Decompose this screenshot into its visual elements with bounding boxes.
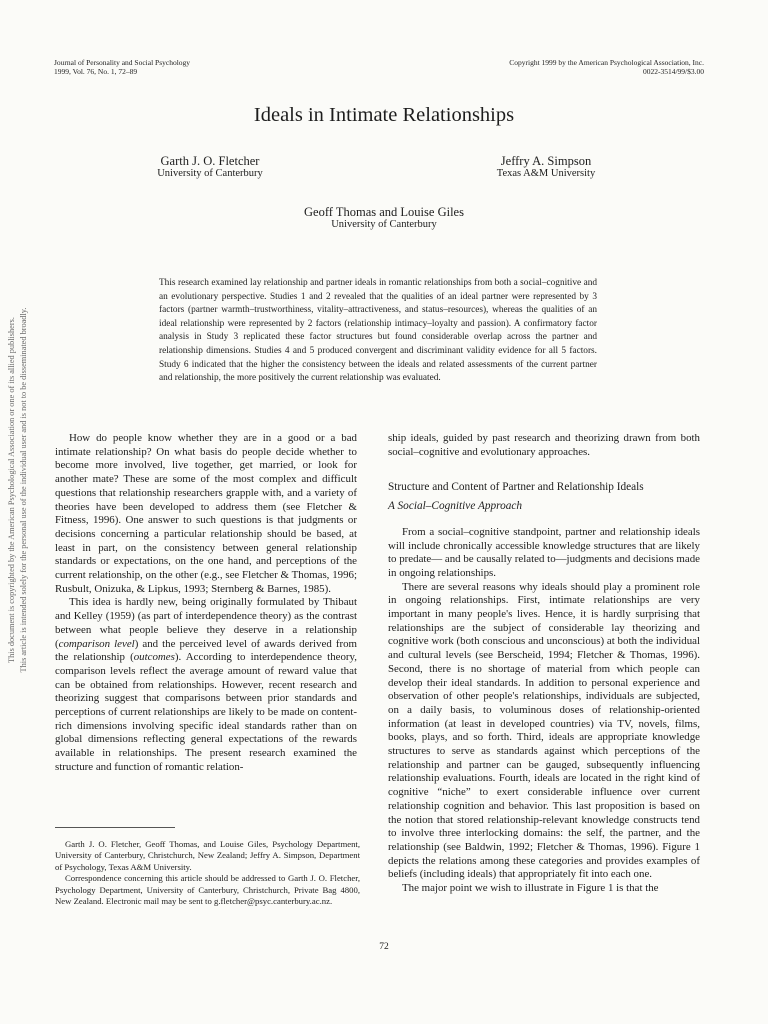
author-affiliation: Texas A&M University bbox=[496, 168, 596, 179]
term-outcomes: outcomes bbox=[133, 651, 175, 664]
text-run: ) and the perceived level of awards derived from the relationship ( bbox=[55, 637, 358, 664]
author-block-3 bbox=[234, 205, 534, 231]
journal-volume: 1999, Vol. 76, No. 1, 72–89 bbox=[54, 67, 138, 76]
body-paragraph: How do people know whether they are in a good or a bad intimate relationship? On what basis do people decide whether to become more involved, live together, get married, or look for another mate? These are some of the most complex and difficult questions that relationship researchers grapple with, and a variety of theories have been developed to address them (see Fletcher & Fitness, 1996). One answer to such questions is that judgments or decisions concerning a particular relationship should be based, at least in part, on the consistency between general relationship standards or expectations, on the one hand, and perceptions of the current relationship, on the other (e.g., see Fletcher & Thomas, 1996; Rusbult, Onizuka, & Lipkus, 1993; Sternberg & Barnes, 1985). bbox=[55, 432, 357, 595]
author-name: Geoff Thomas and Louise Giles bbox=[304, 205, 464, 219]
article-code: 0022-3514/99/$3.00 bbox=[642, 67, 704, 76]
copyright-margin-notice bbox=[6, 270, 32, 710]
author-block-2 bbox=[472, 154, 620, 180]
text-run: ). According to interdependence theory, comparison levels reflect the average amount of reward value that can be obtained from relationships. However, recent research and theorizing suggest that comparisons between prior standards and perceptions of current relationships are likely to be made on content-rich dimensions involving specific ideal standards rather than on global dimensions reflecting general expectations of the rewards available in relationships. The present research examined the structure and function of romantic relation- bbox=[55, 651, 358, 773]
abstract: This research examined lay relationship and partner ideals in romantic relationships from both a social–cognitive and an evolutionary perspective. Studies 1 and 2 revealed that the qualities of an ideal partner were represented by 3 factors (partner warmth–trustworthiness, vitality–attractiveness, and status–resources), whereas the qualities of an ideal relationship were represented by 2 factors (relationship intimacy–loyalty and passion). A confirmatory factor analysis in Study 3 replicated these factor structures but found considerable overlap across the partner and relationship dimensions. Studies 4 and 5 produced convergent and discriminant validity evidence for all 5 factors. Study 6 indicated that the higher the consistency between the ideals and related assessments of the current partner and relationship, the more positively the current relationship was evaluated. bbox=[159, 278, 597, 384]
margin-notice-line-1: This document is copyrighted by the American Psychological Association or one of its allied publishers. bbox=[7, 317, 16, 663]
body-paragraph: From a social–cognitive standpoint, partner and relationship ideals will include chronically accessible knowledge structures that are likely to predate— and be causally related to—judgments and decisions made in ongoing relationships. bbox=[388, 525, 700, 579]
copyright-header bbox=[509, 58, 704, 76]
article-title: Ideals in Intimate Relationships bbox=[253, 104, 515, 126]
author-name: Jeffry A. Simpson bbox=[500, 154, 592, 168]
journal-header bbox=[54, 58, 190, 76]
author-affiliation: University of Canterbury bbox=[157, 168, 263, 179]
page-number: 72 bbox=[379, 942, 389, 952]
body-paragraph: The major point we wish to illustrate in Figure 1 is that the bbox=[402, 882, 659, 895]
term-comparison-level: comparison level bbox=[58, 637, 135, 650]
copyright-line: Copyright 1999 by the American Psychological Association, Inc. bbox=[509, 58, 704, 67]
author-note-paragraph: Garth J. O. Fletcher, Geoff Thomas, and Louise Giles, Psychology Department, University of Canterbury, Christchurch, New Zealand; Jeffry A. Simpson, Department of Psychology, Texas A&M University. bbox=[55, 839, 360, 872]
author-note-paragraph: Correspondence concerning this article should be addressed to Garth J. O. Fletcher, Psychology Department, University of Canterbury, Christchurch, Private Bag 4800, New Zealand. Electronic mail may be sent to g.fletcher@psyc.canterbury.ac.nz. bbox=[55, 873, 360, 907]
section-heading: Structure and Content of Partner and Relationship Ideals bbox=[388, 481, 644, 494]
body-paragraph: There are several reasons why ideals should play a prominent role in ongoing relationships. First, intimate relationships are very important in many people's lives. Hence, it is hardly surprising that relationships are the subject of considerable lay theorizing and cognitive work (both conscious and unconscious) at both the individual and cultural levels (see Berscheid, 1994; Fletcher & Thomas, 1996). Second, there is no shortage of material from which people can develop their ideal standards. In addition to personal experience and observation of other people's relationships, individuals are subjected, on a daily basis, to voluminous doses of relationship-oriented information (at least in developed countries) via TV, novels, films, books, plays, and so forth. Third, ideals are appropriate knowledge structures to serve as standards against which perceptions of the relationship and partner can be gauged, subsequently influencing relationship evaluations. Fourth, ideals are located in the right kind of cognitive “niche” to exert considerable influence over current relationship cognition and behavior. This last proposition is based on the notion that stored relationship-relevant knowledge constructs tend to involve three interlocking domains: the self, the partner, and the relationship (see Baldwin, 1992; Fletcher & Thomas, 1996). Figure 1 depicts the relations among these categories and provides examples of beliefs (including ideals) that appropriately fit into each one. bbox=[388, 580, 700, 881]
author-affiliation: University of Canterbury bbox=[331, 219, 437, 230]
body-paragraph: ship ideals, guided by past research and theorizing drawn from both social–cognitive and evolutionary approaches. bbox=[388, 432, 700, 458]
body-paragraph bbox=[55, 596, 357, 774]
margin-notice-line-2: This article is intended solely for the personal use of the individual user and is not to be disseminated broadly. bbox=[19, 307, 28, 673]
author-note bbox=[55, 839, 360, 907]
footnote-rule bbox=[55, 827, 175, 828]
journal-name: Journal of Personality and Social Psychology bbox=[54, 58, 191, 67]
subsection-heading: A Social–Cognitive Approach bbox=[388, 500, 523, 513]
text-run: This idea is hardly new, being originally formulated by Thibaut and Kelley (1959) (as part of interdependence theory) as the contrast between what people believe they deserve in a relationship ( bbox=[55, 596, 357, 650]
author-name: Garth J. O. Fletcher bbox=[160, 154, 260, 168]
author-block-1 bbox=[140, 154, 280, 180]
body-column-left bbox=[55, 432, 357, 775]
body-column-right bbox=[388, 432, 700, 896]
